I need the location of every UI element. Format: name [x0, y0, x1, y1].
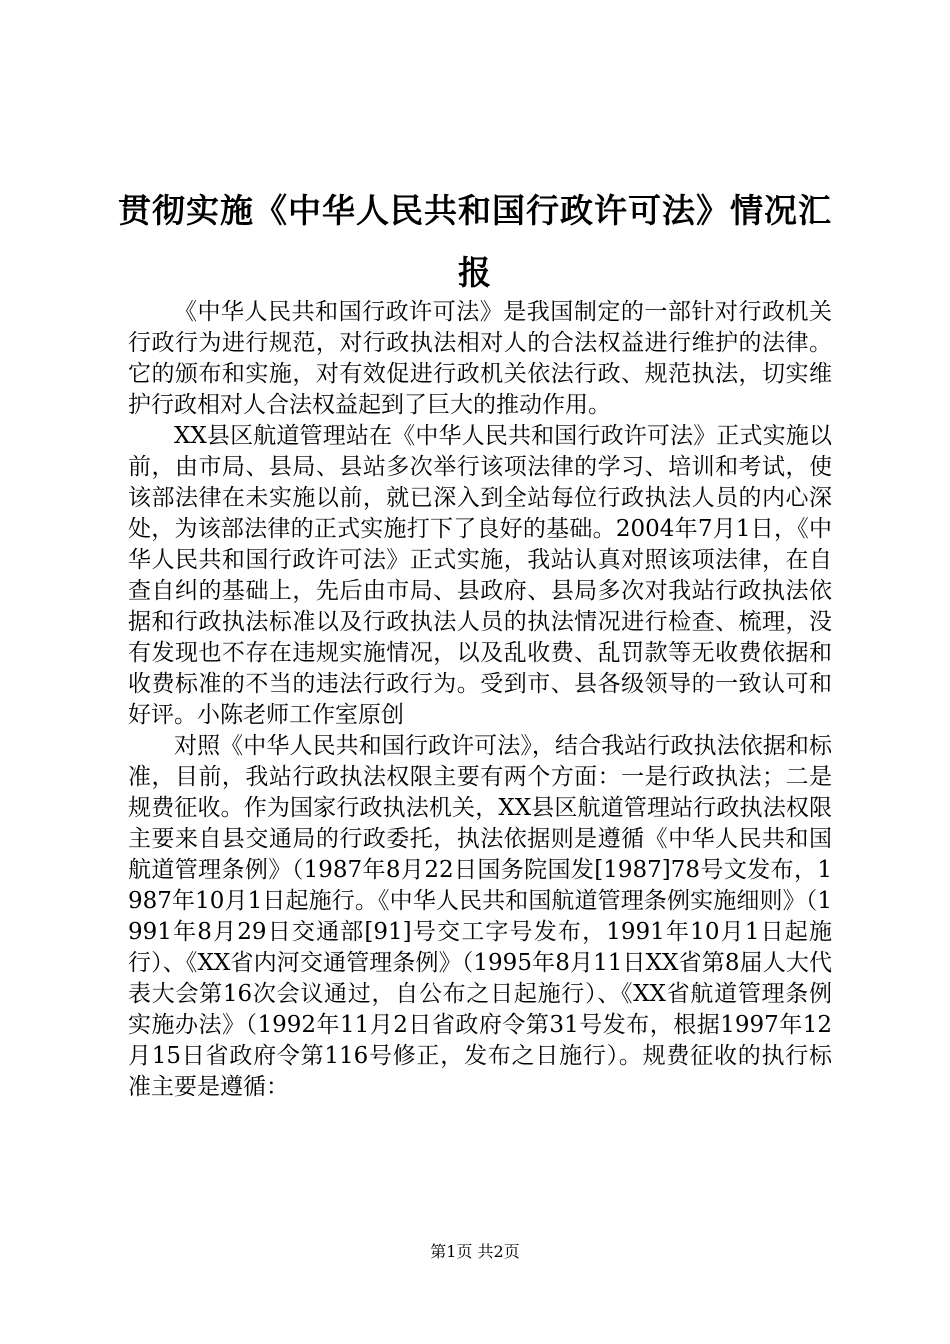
paragraph-intro: 《中华人民共和国行政许可法》是我国制定的一部针对行政机关行政行为进行规范，对行政执法相对人的合法权益进行维护的法律。它的颁布和实施，对有效促进行政机关依法行政、规范执法，切实维护行政相对人合法权益起到了巨大的推动作用。 [128, 299, 832, 418]
paragraph-implementation: XX县区航道管理站在《中华人民共和国行政许可法》正式实施以前，由市局、县局、县站多次举行该项法律的学习、培训和考试，使该部法律在未实施以前，就已深入到全站每位行政执法人员的内心深处，为该部法律的正式实施打下了良好的基础。2004年7月1日，《中华人民共和国行政许可法》正式实施，我站认真对照该项法律，在自查自纠的基础上，先后由市局、县政府、县局多次对我站行政执法依据和行政执法标准以及行政执法人员的执法情况进行检查、梳理，没有发现也不存在违规实施情况，以及乱收费、乱罚款等无收费依据和收费标准的不当的违法行政行为。受到市、县各级领导的一致认可和好评。小陈老师工作室原创 [128, 423, 832, 728]
paragraph-enforcement-authority: 对照《中华人民共和国行政许可法》，结合我站行政执法依据和标准，目前，我站行政执法权限主要有两个方面：一是行政执法；二是规费征收。作为国家行政执法机关，XX县区航道管理站行政执法权限主要来自县交通局的行政委托，执法依据则是遵循《中华人民共和国航道管理条例》（1987年8月22日国务院国发[1987]78号文发布，1987年10月1日起施行。《中华人民共和国航道管理条例实施细则》（1991年8月29日交通部[91]号交工字号发布，1991年10月1日起施行）、《XX省内河交通管理条例》（1995年8月11日XX省第8届人大代表大会第16次会议通过，自公布之日起施行）、《XX省航道管理条例实施办法》（1992年11月2日省政府令第31号发布，根据1997年12月15日省政府令第116号修正，发布之日施行）。规费征收的执行标准主要是遵循： [128, 733, 832, 1100]
page-number-footer: 第1页 共2页 [430, 1242, 520, 1261]
document-title: 贯彻实施《中华人民共和国行政许可法》情况汇报 [118, 191, 832, 292]
document-body [128, 297, 832, 1103]
